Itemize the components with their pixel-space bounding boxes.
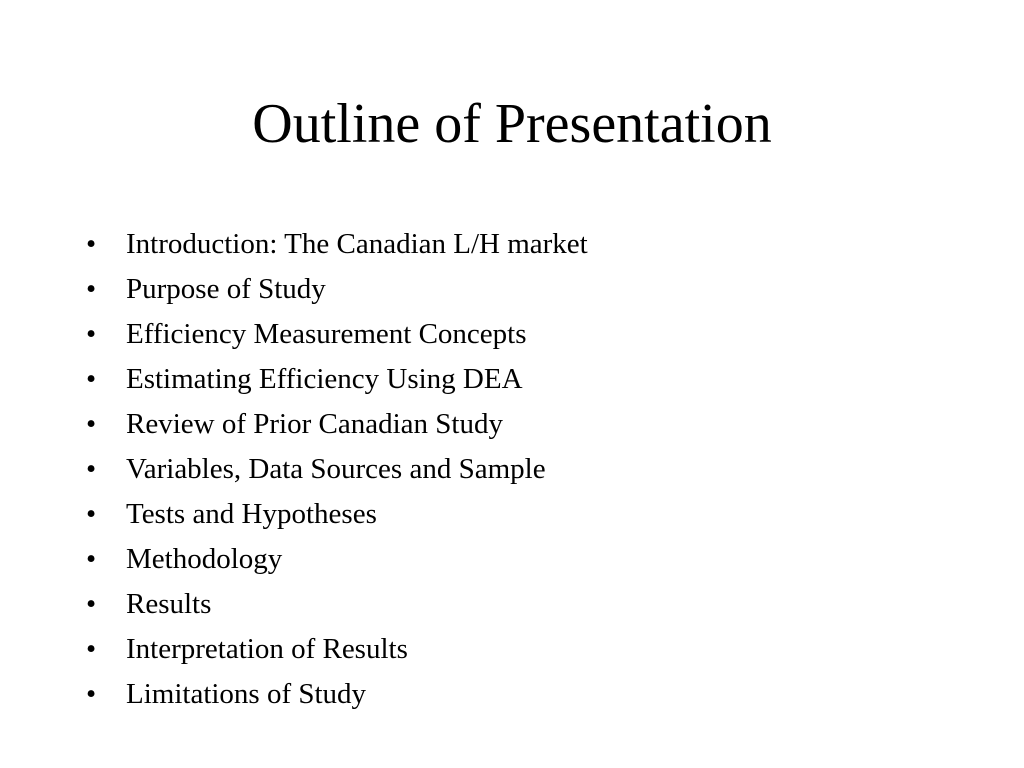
list-item-text: Introduction: The Canadian L/H market — [126, 228, 588, 260]
list-item-text: Variables, Data Sources and Sample — [126, 453, 546, 485]
list-item-text: Interpretation of Results — [126, 633, 408, 665]
list-item-text: Tests and Hypotheses — [126, 498, 377, 530]
list-item — [86, 582, 588, 627]
list-item — [86, 402, 588, 447]
list-item — [86, 537, 588, 582]
bullet-icon: • — [86, 498, 97, 530]
list-item — [86, 222, 588, 267]
list-item-text: Estimating Efficiency Using DEA — [126, 363, 523, 395]
bullet-icon: • — [86, 633, 97, 665]
bullet-icon: • — [86, 318, 97, 350]
bullet-icon: • — [86, 543, 97, 575]
bullet-icon: • — [86, 453, 97, 485]
bullet-icon: • — [86, 678, 97, 710]
list-item-text: Results — [126, 588, 212, 620]
list-item-text: Purpose of Study — [126, 273, 326, 305]
bullet-icon: • — [86, 363, 97, 395]
bullet-icon: • — [86, 228, 97, 260]
list-item-text: Limitations of Study — [126, 678, 367, 710]
list-item-text: Methodology — [126, 543, 283, 575]
list-item — [86, 312, 588, 357]
list-item-text: Efficiency Measurement Concepts — [126, 318, 527, 350]
slide-title: Outline of Presentation — [252, 93, 772, 155]
list-item — [86, 357, 588, 402]
list-item-text: Review of Prior Canadian Study — [126, 408, 503, 440]
list-item — [86, 447, 588, 492]
list-item — [86, 672, 588, 717]
list-item — [86, 267, 588, 312]
list-item — [86, 492, 588, 537]
bullet-icon: • — [86, 588, 97, 620]
list-item — [86, 627, 588, 672]
bullet-icon: • — [86, 408, 97, 440]
bullet-icon: • — [86, 273, 97, 305]
bullet-list — [86, 222, 588, 717]
